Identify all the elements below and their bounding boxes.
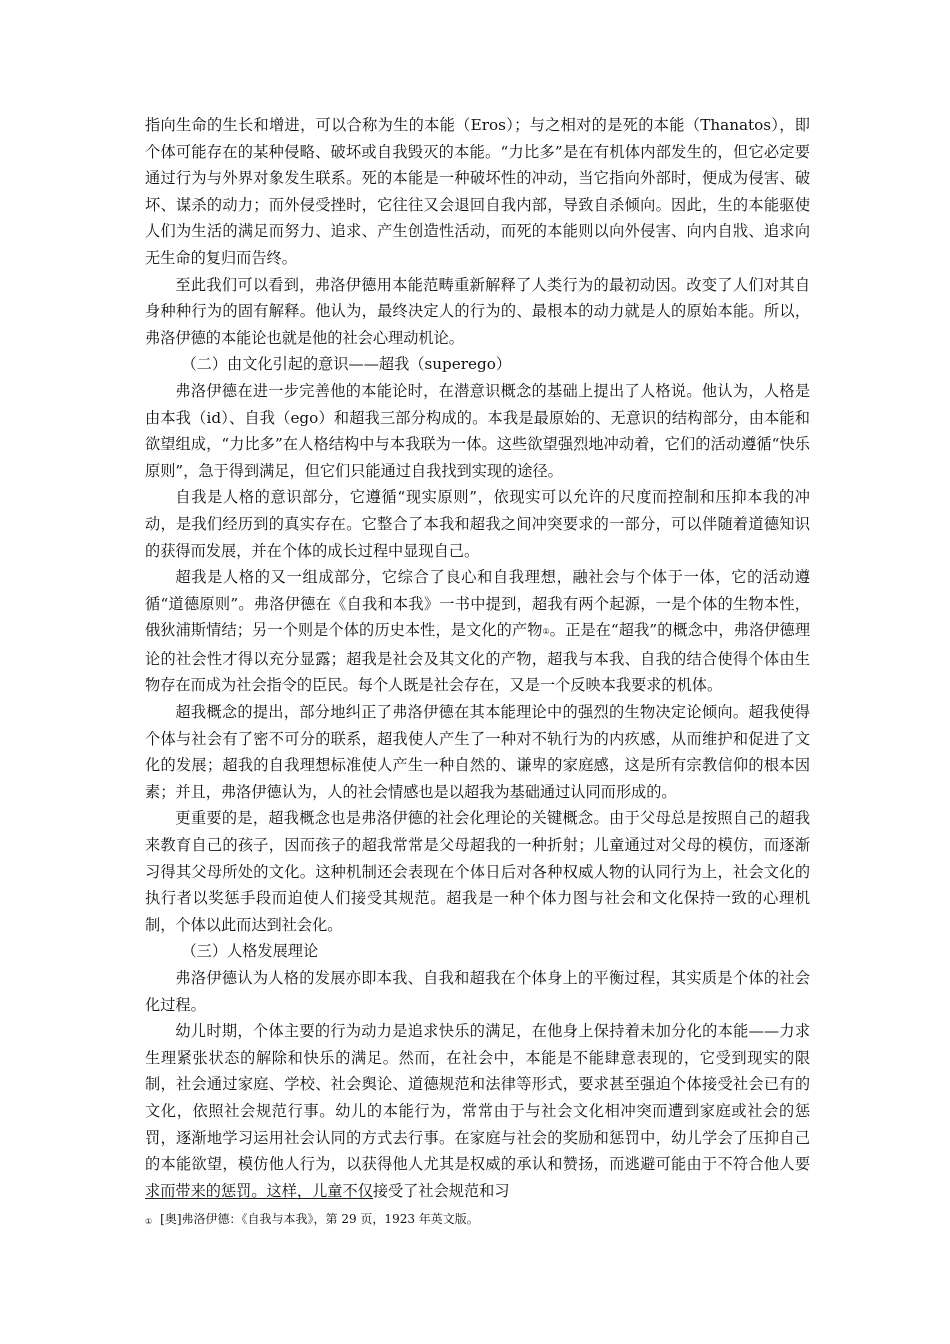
footnote-number: ① bbox=[145, 1217, 153, 1226]
paragraph-personality-theory: 弗洛伊德在进一步完善他的本能论时，在潜意识概念的基础上提出了人格说。他认为，人格是由本我（id）、自我（ego）和超我三部分构成的。本我是最原始的、无意识的结构部分，由本能和欲望组成，“力比多”在人格结构中与本我联为一体。这些欲望强烈地冲动着，它们的活动遵循“快乐原则”，急于得到满足，但它们只能通过自我找到实现的途径。 bbox=[145, 381, 810, 480]
paragraph-superego-part1: 超我是人格的又一组成部分，它综合了良心和自我理想，融社会与个体于一体，它的活动遵循“道德原则”。弗洛伊德在《自我和本我》一书中提到，超我有两个起源，一是个体的生物本性，俄狄浦斯情结；另一个则是个体的历史本性，是文化的产物 bbox=[145, 568, 810, 640]
footnote-text: [奥]弗洛伊德：《自我与本我》，第 29 页，1923 年英文版。 bbox=[160, 1212, 479, 1226]
paragraph-development-summary: 弗洛伊德认为人格的发展亦即本我、自我和超我在个体身上的平衡过程，其实质是个体的社会化过程。 bbox=[145, 969, 810, 1014]
paragraph-childhood: 幼儿时期，个体主要的行为动力是追求快乐的满足，在他身上保持着未加分化的本能——力求生理紧张状态的解除和快乐的满足。然而，在社会中，本能是不能肆意表现的，它受到现实的限制，社会通过家庭、学校、社会舆论、道德规范和法律等形式，要求甚至强迫个体接受社会已有的文化，依照社会规范行事。幼儿的本能行为，常常由于与社会文化相冲突而遭到家庭或社会的惩罚，逐渐地学习运用社会认同的方式去行事。在家庭与社会的奖励和惩罚中，幼儿学会了压抑自己的本能欲望，模仿他人行为，以获得他人尤其是权威的承认和赞扬，而逃避可能由于不符合他人要求而带来的惩罚。这样，儿童不仅接受了社会规范和习 bbox=[145, 1022, 810, 1200]
section-heading-development: （三）人格发展理论 bbox=[181, 942, 319, 961]
paragraph-superego bbox=[145, 564, 810, 699]
body-text bbox=[145, 112, 810, 1204]
paragraph-socialization: 更重要的是，超我概念也是弗洛伊德的社会化理论的关键概念。由于父母总是按照自己的超我来教育自己的孩子，因而孩子的超我常常是父母超我的一种折射；儿童通过对父母的模仿，而逐渐习得其父母所处的文化。这种机制还会表现在个体日后对各种权威人物的认同行为上，社会文化的执行者以奖惩手段而迫使人们接受其规范。超我是一种个体力图与社会和文化保持一致的心理机制，个体以此而达到社会化。 bbox=[145, 809, 810, 934]
footnote-divider bbox=[145, 1198, 373, 1199]
paragraph-instinct-motivation: 至此我们可以看到，弗洛伊德用本能范畴重新解释了人类行为的最初动因。改变了人们对其自身种种行为的固有解释。他认为，最终决定人的行为的、最根本的动力就是人的原始本能。所以，弗洛伊德的本能论也就是他的社会心理动机论。 bbox=[145, 275, 810, 347]
paragraph-superego-significance: 超我概念的提出，部分地纠正了弗洛伊德在其本能理论中的强烈的生物决定论倾向。超我使得个体与社会有了密不可分的联系，超我使人产生了一种对不轨行为的内疚感，从而维护和促进了文化的发展；超我的自我理想标准使人产生一种自然的、谦卑的家庭感，这是所有宗教信仰的根本因素；并且，弗洛伊德认为，人的社会情感也是以超我为基础通过认同而形成的。 bbox=[145, 703, 810, 801]
footnote-reference: ① bbox=[542, 627, 550, 637]
paragraph-ego: 自我是人格的意识部分，它遵循“现实原则”，依现实可以允许的尺度而控制和压抑本我的冲动，是我们经历到的真实存在。它整合了本我和超我之间冲突要求的一部分，可以伴随着道德知识的获得而发展，并在个体的成长过程中显现自己。 bbox=[145, 488, 810, 560]
section-heading-superego: （二）由文化引起的意识——超我（superego） bbox=[181, 355, 512, 374]
footnote bbox=[145, 1211, 810, 1230]
paragraph-life-death-instincts: 指向生命的生长和增进，可以合称为生的本能（Eros）；与之相对的是死的本能（Thanatos），即个体可能存在的某种侵略、破坏或自我毁灭的本能。“力比多”是在有机体内部发生的，但它必定要通过行为与外界对象发生联系。死的本能是一种破坏性的冲动，当它指向外部时，便成为侵害、破坏、谋杀的动力；而外侵受挫时，它往往又会退回自我内部，导致自杀倾向。因此，生的本能驱使人们为生活的满足而努力、追求、产生创造性活动，而死的本能则以向外侵害、向内自戕、追求向无生命的复归而告终。 bbox=[145, 116, 810, 267]
paragraph-superego-part2: 。正是在“超我”的概念中，弗洛伊德理论的社会性才得以充分显露；超我是社会及其文化的产物，超我与本我、自我的结合使得个体由生物存在而成为社会指令的臣民。每个人既是社会存在，又是一个反映本我要求的机体。 bbox=[145, 621, 811, 695]
